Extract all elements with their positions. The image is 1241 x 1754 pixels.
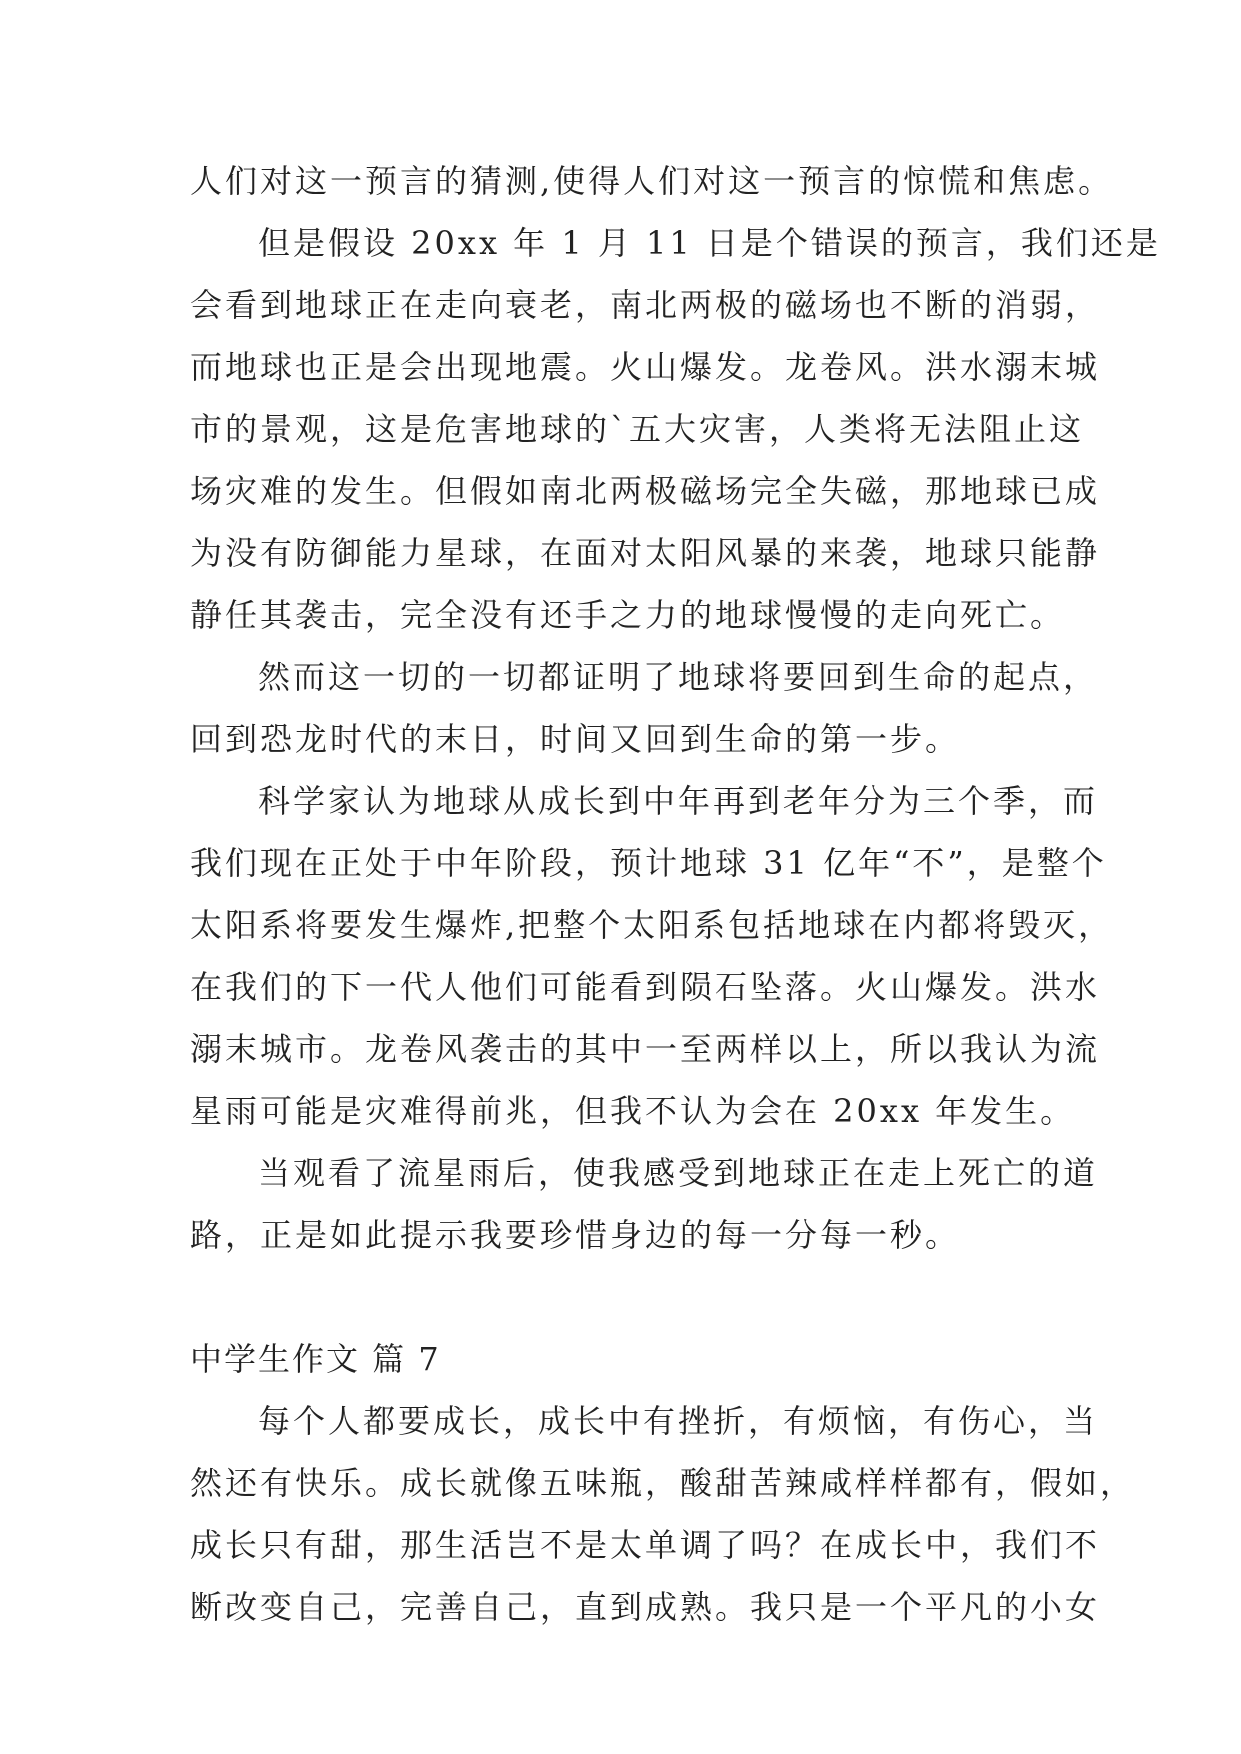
text-line: 太阳系将要发生爆炸,把整个太阳系包括地球在内都将毁灭，: [190, 906, 1114, 944]
text-line: 回到恐龙时代的末日，时间又回到生命的第一步。: [190, 720, 961, 758]
text-line: 溺末城市。龙卷风袭击的其中一至两样以上，所以我认为流: [190, 1030, 1101, 1068]
paragraph: [190, 212, 1161, 646]
text-line: 但是假设 20xx 年 1 月 11 日是个错误的预言，我们还是: [258, 224, 1161, 262]
text-line: 然还有快乐。成长就像五味瓶，酸甜苦辣咸样样都有，假如，: [190, 1464, 1136, 1502]
text-line: 路，正是如此提示我要珍惜身边的每一分每一秒。: [190, 1216, 961, 1254]
section-heading: 中学生作文 篇 7: [190, 1340, 441, 1378]
paragraph: [190, 770, 1114, 1142]
document-body: [190, 150, 1161, 1638]
section-spacer: [190, 1266, 1090, 1328]
text-line: 星雨可能是灾难得前兆，但我不认为会在 20xx 年发生。: [190, 1092, 1076, 1130]
text-line: 会看到地球正在走向衰老，南北两极的磁场也不断的消弱，: [190, 286, 1101, 324]
text-line: 我们现在正处于中年阶段，预计地球 31 亿年“不”，是整个: [190, 844, 1107, 882]
text-line: 在我们的下一代人他们可能看到陨石坠落。火山爆发。洪水: [190, 968, 1101, 1006]
text-line: 然而这一切的一切都证明了地球将要回到生命的起点，: [258, 658, 1099, 696]
paragraph: [190, 1142, 1099, 1266]
text-line: 科学家认为地球从成长到中年再到老年分为三个季，而: [258, 782, 1099, 820]
text-line: 场灾难的发生。但假如南北两极磁场完全失磁，那地球已成: [190, 472, 1101, 510]
text-line: 静任其袭击，完全没有还手之力的地球慢慢的走向死亡。: [190, 596, 1066, 634]
text-line: 为没有防御能力星球，在面对太阳风暴的来袭，地球只能静: [190, 534, 1101, 572]
text-line: 每个人都要成长，成长中有挫折，有烦恼，有伤心，当: [258, 1402, 1099, 1440]
paragraph: [190, 150, 1114, 212]
paragraph: [190, 646, 1099, 770]
text-line: 市的景观，这是危害地球的`五大灾害，人类将无法阻止这: [190, 410, 1085, 448]
text-line: 断改变自己，完善自己，直到成熟。我只是一个平凡的小女: [190, 1588, 1101, 1626]
text-line: 而地球也正是会出现地震。火山爆发。龙卷风。洪水溺末城: [190, 348, 1101, 386]
text-line: 成长只有甜，那生活岂不是太单调了吗？在成长中，我们不: [190, 1526, 1101, 1564]
text-line: 人们对这一预言的猜测,使得人们对这一预言的惊慌和焦虑。: [190, 162, 1114, 200]
text-line: 当观看了流星雨后，使我感受到地球正在走上死亡的道: [258, 1154, 1099, 1192]
paragraph: [190, 1390, 1136, 1638]
